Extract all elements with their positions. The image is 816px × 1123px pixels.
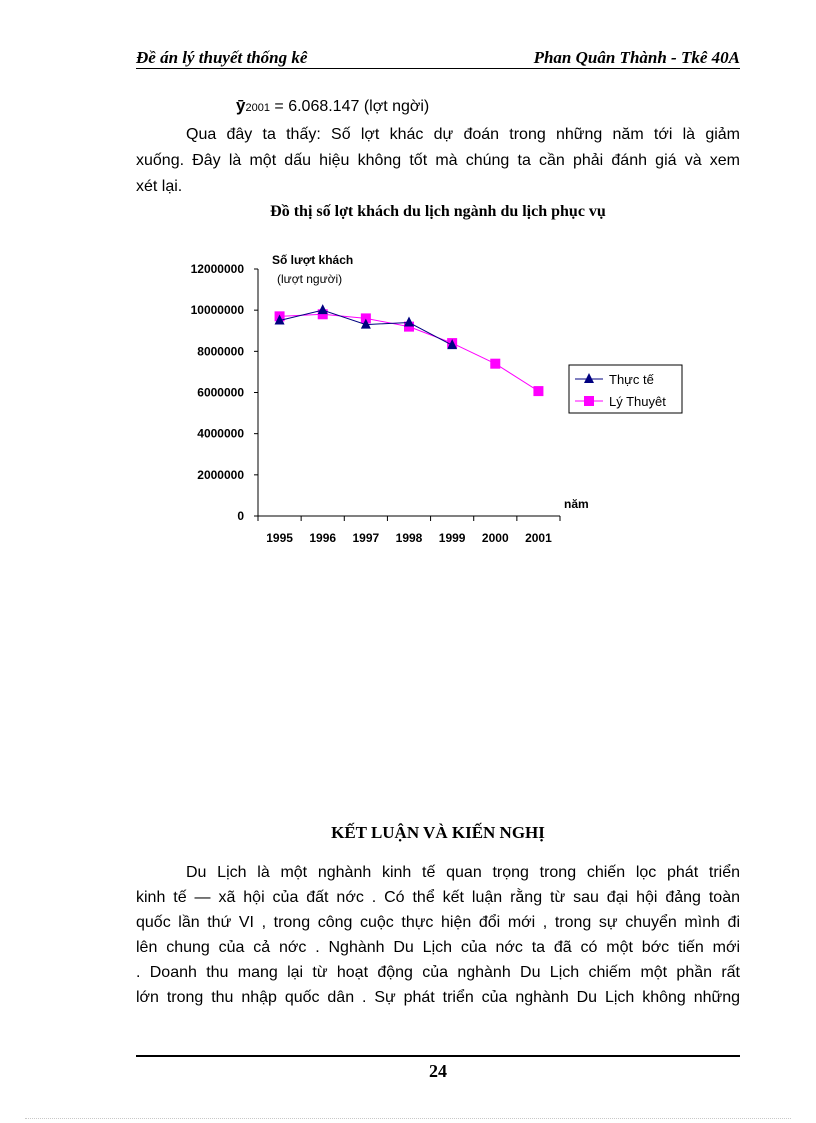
x-tick-label: 2000 — [481, 531, 509, 545]
formula-subscript: 2001 — [245, 102, 270, 114]
intro-line-3: xét lại. — [136, 178, 183, 195]
conclusion-line-2: kinh tế — xã hội của đất nớc . Có thể kết luận rằng từ sau đại hội đảng toàn — [136, 889, 740, 906]
data-point-square — [533, 386, 543, 396]
formula-symbol: ȳ — [236, 96, 246, 115]
data-point-triangle — [404, 317, 414, 327]
page-edge-dots — [25, 1118, 791, 1119]
y-tick-label: 8000000 — [197, 344, 244, 359]
conclusion-line-4: lên chung của cả nớc . Nghành Du Lịch của nớc ta đã có một bớc tiến mới — [136, 939, 740, 956]
x-tick-label: 1998 — [395, 531, 423, 545]
legend-marker-square — [584, 396, 594, 406]
y-tick-label: 0 — [237, 509, 244, 523]
conclusion-heading: KẾT LUẬN VÀ KIẾN NGHỊ — [331, 823, 545, 842]
page-number: 24 — [429, 1061, 447, 1081]
x-tick-label: 1996 — [309, 531, 337, 545]
conclusion-line-1: Du Lịch là một nghành kinh tế quan trọng trong chiến lọc phát triển — [186, 864, 740, 881]
y-tick-label: 12000000 — [190, 262, 244, 276]
y-tick-label: 10000000 — [190, 303, 244, 318]
formula-value: = 6.068.147 (lợt ngời) — [274, 98, 430, 115]
x-tick-label: 1997 — [352, 531, 380, 545]
x-tick-label: 1999 — [438, 531, 466, 545]
conclusion-line-5: . Doanh thu mang lại từ hoạt động của nghành Du Lịch chiếm một phần rất — [136, 964, 740, 981]
header-left: Đề án lý thuyết thống kê — [136, 48, 308, 67]
legend-label: Thực tế — [609, 372, 654, 387]
conclusion-line-6: lớn trong thu nhập quốc dân . Sự phát triển của nghành Du Lịch không những — [136, 989, 740, 1006]
x-axis-title: năm — [564, 497, 589, 511]
y-axis-title: Số lượt khách — [272, 253, 354, 267]
intro-line-2: xuống. Đây là một dấu hiệu không tốt mà chúng ta cần phải đánh giá và xem — [136, 152, 740, 169]
chart-title: Đồ thị số lợt khách du lịch ngành du lịch phục vụ — [270, 203, 606, 220]
legend-label: Lý Thuyêt — [609, 394, 666, 409]
header-right: Phan Quân Thành - Tkê 40A — [533, 48, 740, 67]
y-tick-label: 6000000 — [197, 385, 244, 400]
x-tick-label: 2001 — [525, 531, 552, 545]
y-tick-label: 4000000 — [197, 426, 244, 441]
y-axis-subtitle: (lượt người) — [277, 272, 343, 286]
y-tick-label: 2000000 — [197, 467, 244, 482]
footer-rule — [136, 1055, 740, 1057]
data-point-square — [490, 359, 500, 369]
data-point-triangle — [318, 304, 328, 314]
x-tick-label: 1995 — [266, 531, 293, 545]
intro-line-1: Qua đây ta thấy: Số lợt khác dự đoán trong những năm tới là giảm — [186, 126, 740, 143]
conclusion-line-3: quốc lần thứ VI , trong công cuộc thực hiện đổi mới , trong sự chuyển mình đi — [136, 914, 740, 931]
